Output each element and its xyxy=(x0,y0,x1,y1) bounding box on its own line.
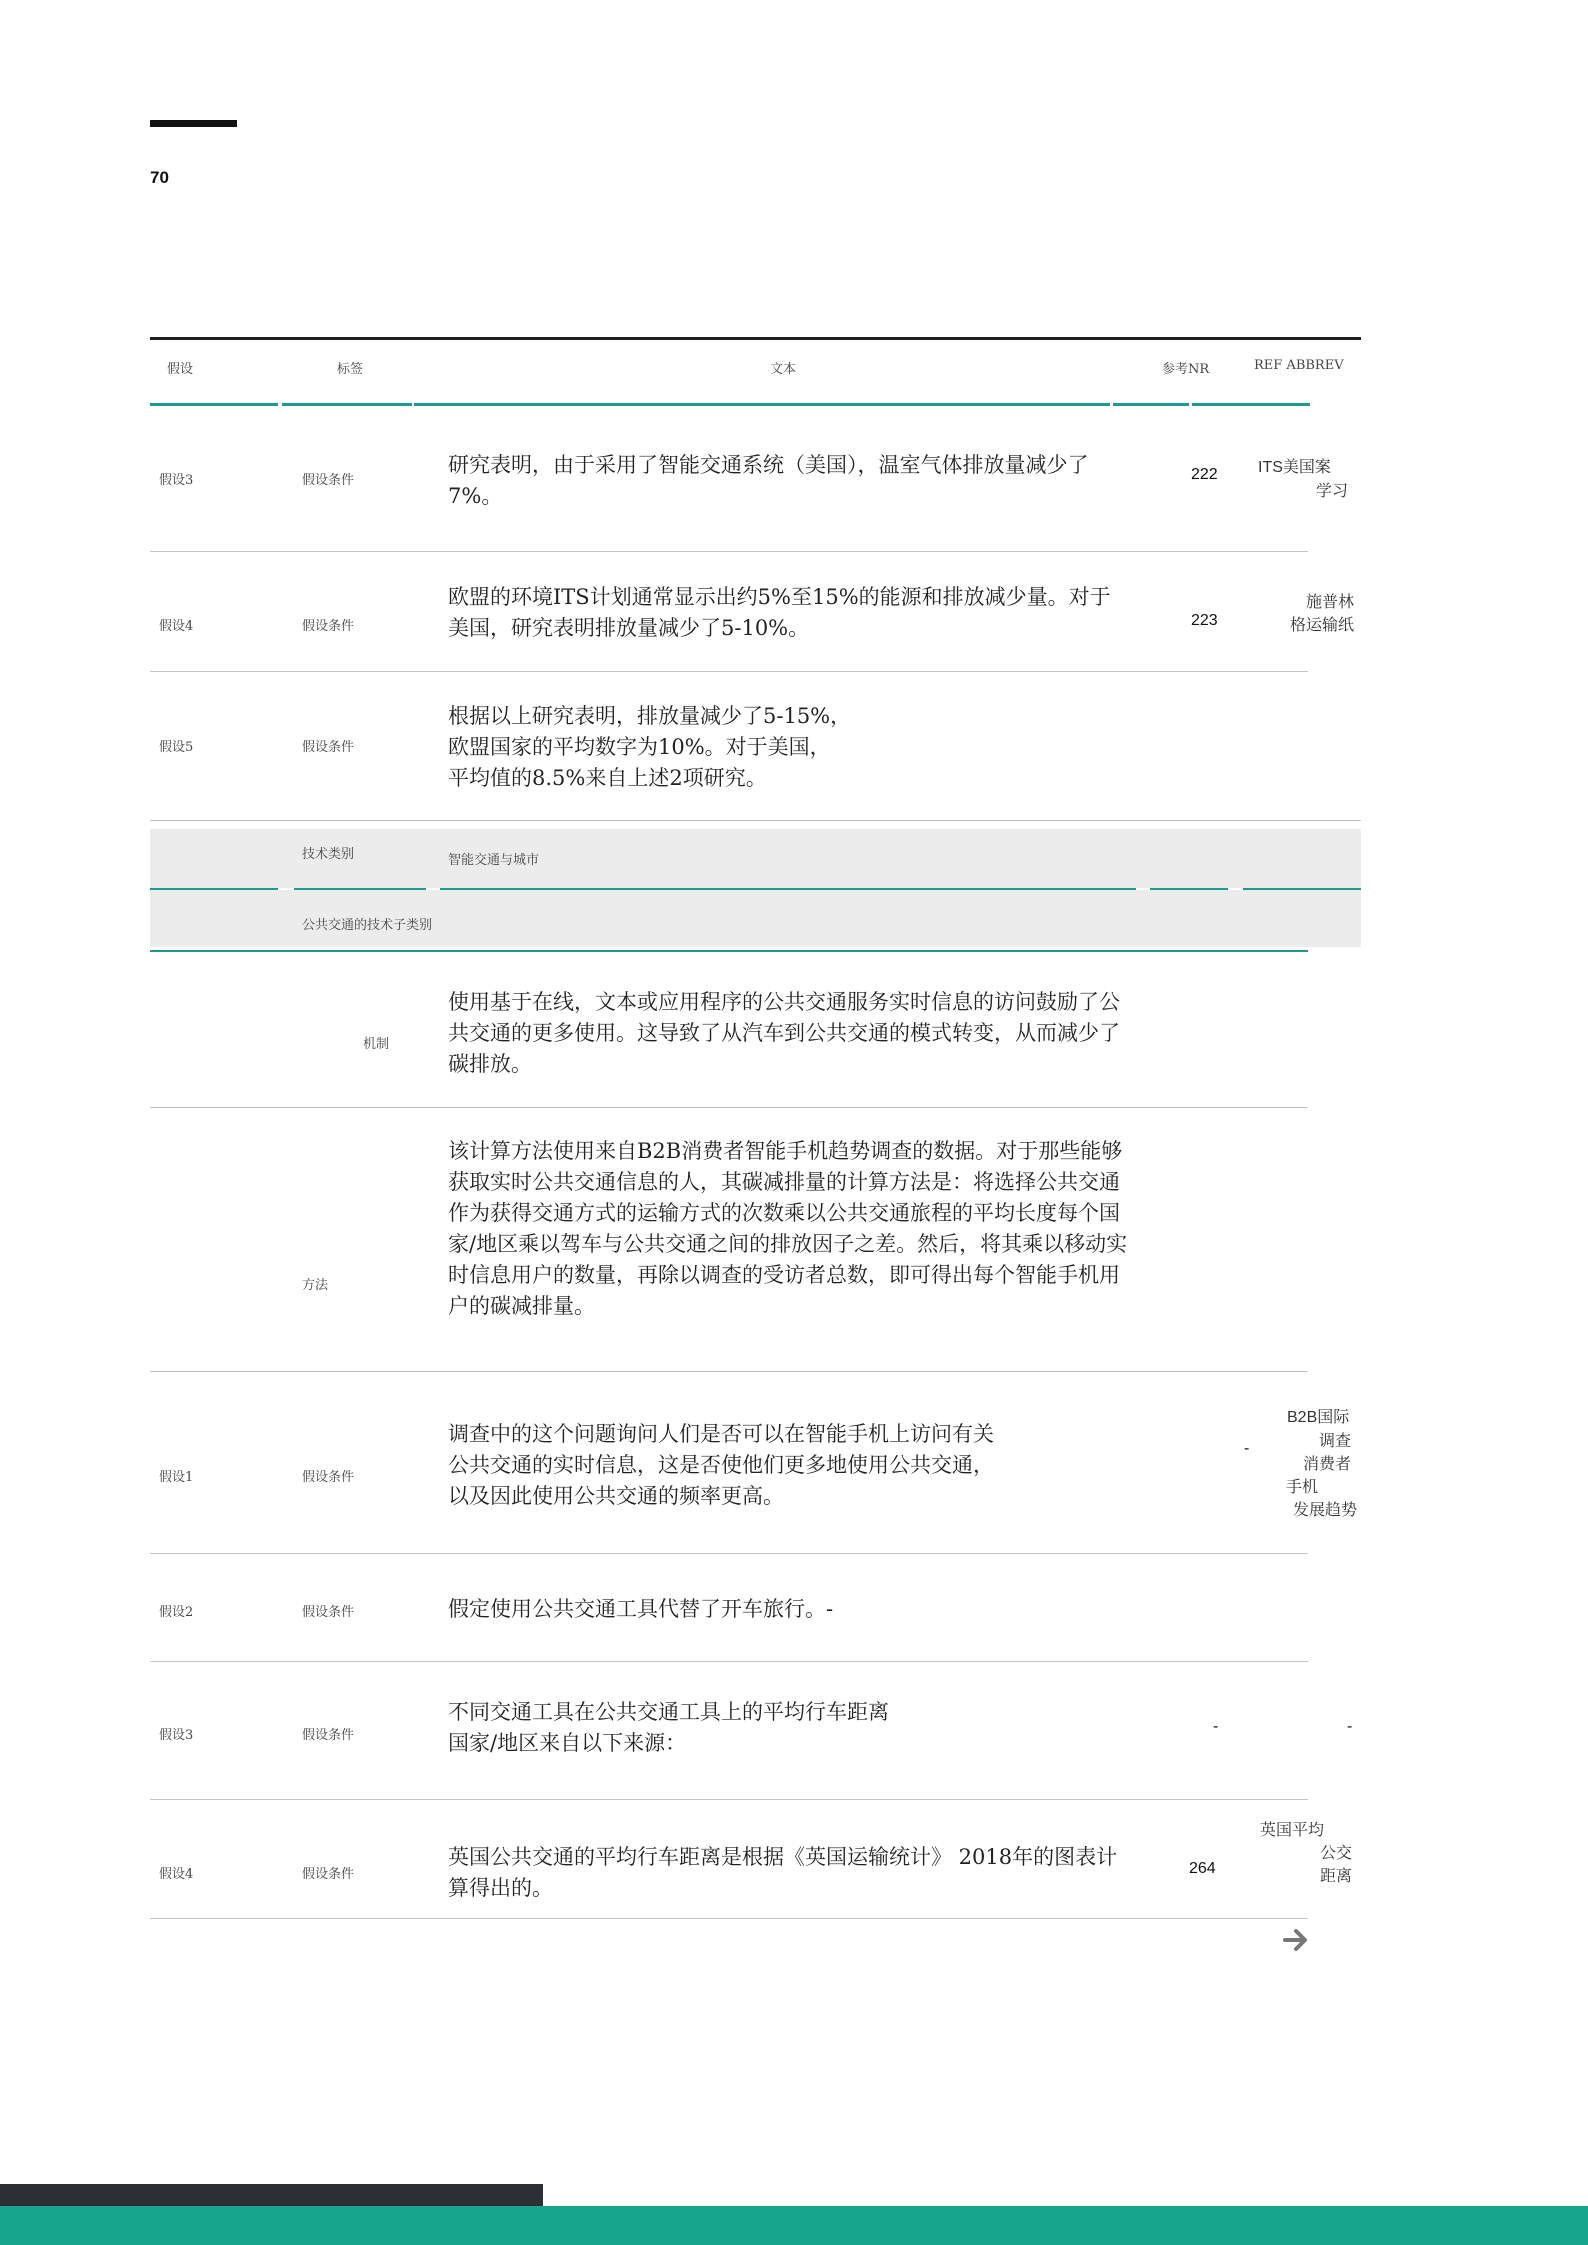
row-text: 根据以上研究表明，排放量减少了5-15%， 欧盟国家的平均数字为10%。对于美国， 平均值的8.5%来自上述2项研究。 xyxy=(448,704,852,790)
row-divider xyxy=(150,1799,1308,1800)
mechanism-label: 机制 xyxy=(363,1037,390,1052)
row-label: 假设条件 xyxy=(302,473,355,488)
tech-category-value: 智能交通与城市 xyxy=(448,853,540,868)
header-assumption: 假设 xyxy=(167,362,194,377)
row-divider xyxy=(150,1661,1308,1662)
row-ref-nr: 223 xyxy=(1191,612,1218,629)
header-ref-nr: 参考NR xyxy=(1162,362,1210,377)
row-text: 调查中的这个问题询问人们是否可以在智能手机上访问有关 公共交通的实时信息，这是否使他们更多地使用公共交通， 以及因此使用公共交通的频率更高。 xyxy=(448,1422,994,1508)
row-label: 假设条件 xyxy=(302,619,355,634)
header-label: 标签 xyxy=(337,362,364,377)
row-text: 英国公共交通的平均行车距离是根据《英国运输统计》 2018年的图表计算得出的。 xyxy=(448,1845,1118,1900)
row-ref-abbrev: 英国平均 公交 距离 xyxy=(1260,1820,1352,1885)
row-label: 假设条件 xyxy=(302,1605,355,1620)
row-label: 假设条件 xyxy=(302,1728,355,1743)
row-ref-abbrev: 施普林 格运输纸 xyxy=(1289,592,1354,634)
row-text: 不同交通工具在公共交通工具上的平均行车距离 国家/地区来自以下来源： xyxy=(448,1700,889,1755)
page-accent-bar xyxy=(150,120,237,127)
row-assumption: 假设4 xyxy=(159,619,194,634)
row-assumption: 假设5 xyxy=(159,740,194,755)
row-label: 假设条件 xyxy=(302,740,355,755)
row-label: 假设条件 xyxy=(302,1470,355,1485)
row-ref-nr: - xyxy=(1244,1440,1250,1457)
header-text: 文本 xyxy=(770,362,797,377)
header-underline xyxy=(1113,403,1189,406)
footer-dark-bar xyxy=(0,2184,543,2206)
row-ref-nr: 264 xyxy=(1189,1860,1216,1877)
subcategory-label: 公共交通的技术子类别 xyxy=(302,918,433,933)
page-number: 70 xyxy=(150,168,169,187)
row-text: 假定使用公共交通工具代替了开车旅行。- xyxy=(448,1597,834,1621)
tech-category-label: 技术类别 xyxy=(302,847,355,862)
row-ref-abbrev: - xyxy=(1347,1718,1353,1735)
header-underline xyxy=(282,403,412,406)
method-text: 该计算方法使用来自B2B消费者智能手机趋势调查的数据。对于那些能够获取实时公共交通信息的人，其碳减排量的计算方法是：将选择公共交通作为获得交通方式的运输方式的次数乘以公共交通旅程的平均长度每个国家/地区乘以驾车与公共交通之间的排放因子之差。然后，将其乘以移动实时信息用户的数量，再除以调查的受访者总数，即可得出每个智能手机用户的碳减排量。 xyxy=(448,1139,1128,1318)
row-divider xyxy=(150,820,1361,821)
row-text: 欧盟的环境ITS计划通常显示出约5%至15%的能源和排放减少量。对于美国，研究表明排放量减少了5-10%。 xyxy=(448,585,1111,640)
row-assumption: 假设4 xyxy=(159,1867,194,1882)
row-label: 假设条件 xyxy=(302,1867,355,1882)
row-divider xyxy=(150,1918,1308,1919)
row-assumption: 假设3 xyxy=(159,1728,194,1743)
row-assumption: 假设1 xyxy=(159,1470,194,1485)
method-label: 方法 xyxy=(302,1278,329,1293)
row-divider xyxy=(150,1371,1308,1372)
header-underline xyxy=(150,403,278,406)
row-divider xyxy=(150,1107,1308,1108)
row-divider xyxy=(150,1553,1308,1554)
row-assumption: 假设3 xyxy=(159,473,194,488)
footer-teal-bar xyxy=(0,2206,1588,2245)
arrow-right-icon[interactable] xyxy=(1282,1925,1312,1955)
row-ref-nr: 222 xyxy=(1191,466,1218,483)
band-underline xyxy=(150,950,1308,952)
row-assumption: 假设2 xyxy=(159,1605,194,1620)
row-text: 研究表明，由于采用了智能交通系统（美国），温室气体排放量减少了7%。 xyxy=(448,453,1089,508)
row-ref-abbrev: B2B国际 调查 消费者 手机 发展趋势 xyxy=(1286,1409,1358,1519)
table-top-rule xyxy=(150,337,1361,340)
row-ref-abbrev: ITS美国案 学习 xyxy=(1258,459,1348,500)
row-ref-nr: - xyxy=(1213,1718,1219,1735)
header-ref-abbrev: REF ABBREV xyxy=(1254,358,1344,373)
row-divider xyxy=(150,551,1308,552)
mechanism-text: 使用基于在线，文本或应用程序的公共交通服务实时信息的访问鼓励了公共交通的更多使用。这导致了从汽车到公共交通的模式转变，从而减少了碳排放。 xyxy=(448,990,1120,1076)
row-divider xyxy=(150,671,1308,672)
header-underline xyxy=(414,403,1110,406)
header-underline xyxy=(1192,403,1310,406)
